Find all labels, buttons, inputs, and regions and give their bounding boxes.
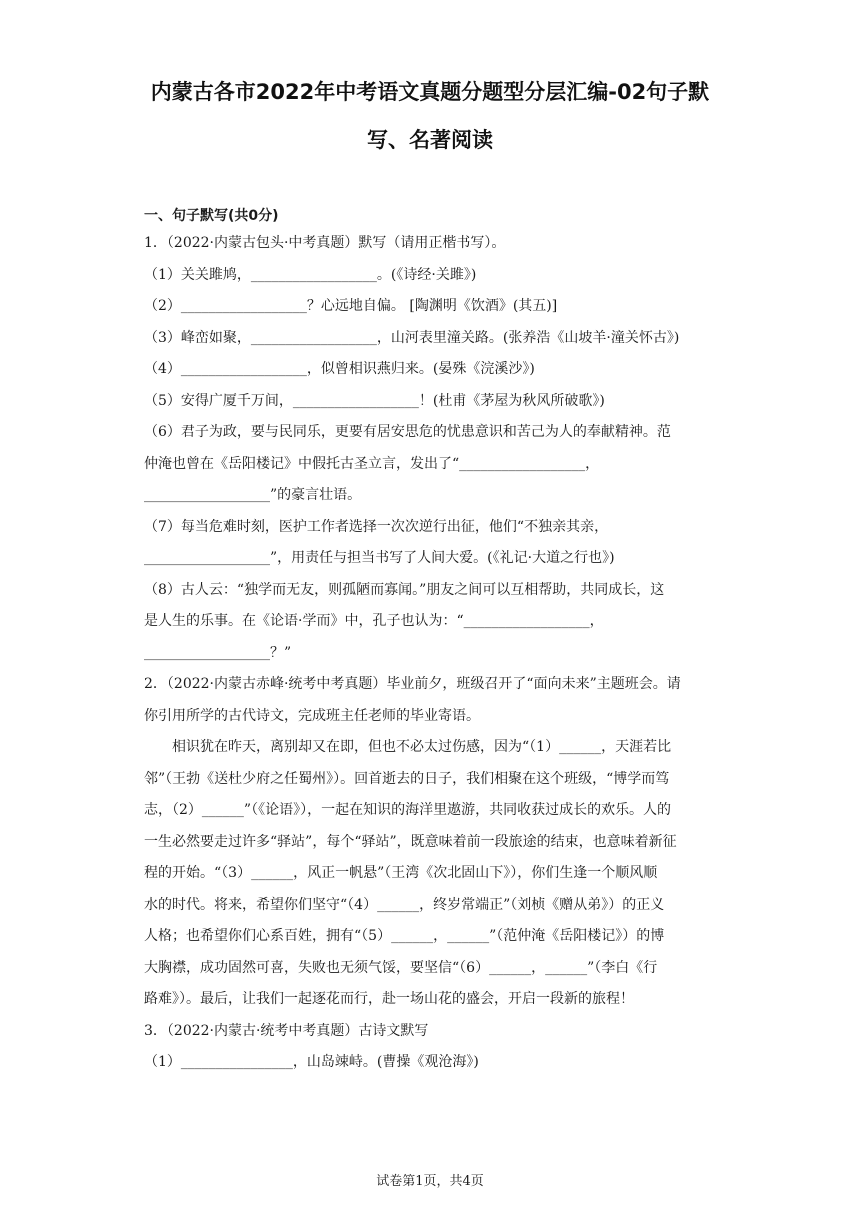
q1-item-3: （3）峰峦如聚，__________________，山河表里潼关路。(张养浩《山坡羊·潼关怀古》) [144, 329, 680, 346]
q1-item-7-cont: __________________”，用责任与担当书写了人间大爱。(《礼记·大道之行也》) [144, 550, 615, 566]
question-content [144, 231, 716, 1082]
q2-passage: 大胸襟，成功固然可喜，失败也无须气馁，要坚信“（6）______，______”（李白《行 [144, 959, 658, 976]
q1-item-6-cont: 仲淹也曾在《岳阳楼记》中假托古圣立言，发出了“__________________， [144, 455, 600, 472]
document-title-line-1: 内蒙古各市2022年中考语文真题分题型分层汇编-02句子默 [150, 80, 710, 104]
q2-passage: 人格；也希望你们心系百姓，拥有“（5）______，______”（范仲淹《岳阳楼记》）的博 [144, 928, 665, 944]
q3-item-1: （1）________________，山岛竦峙。(曹操《观沧海》) [144, 1054, 479, 1070]
page-footer: 试卷第1页，共4页 [376, 1174, 484, 1189]
q2-stem: 2．（2022·内蒙古赤峰·统考中考真题）毕业前夕，班级召开了“面向未来”主题班会。请 [144, 676, 681, 692]
q2-passage: 路难》）。最后，让我们一起逐花而行，赴一场山花的盛会，开启一段新的旅程！ [144, 991, 634, 1007]
q2-passage: 志，（2）______”（《论语》），一起在知识的海洋里遨游，共同收获过成长的欢乐。人的 [144, 802, 672, 818]
document-title-line-2: 写、名著阅读 [367, 128, 493, 152]
q1-item-8-cont: __________________？” [144, 644, 292, 661]
q1-item-6: （6）君子为政，要与民同乐，更要有居安思危的忧患意识和苦己为人的奉献精神。范 [144, 424, 671, 440]
q2-stem-cont: 你引用所学的古代诗文，完成班主任老师的毕业寄语。 [144, 707, 480, 724]
q1-item-8-cont: 是人生的乐事。在《论语·学而》中，孔子也认为：“__________________， [144, 613, 604, 629]
q3-stem: 3．（2022·内蒙古·统考中考真题）古诗文默写 [144, 1022, 429, 1039]
q2-passage: 邻”（王勃《送杜少府之任蜀州》）。回首逝去的日子，我们相聚在这个班级，“博学而笃 [144, 770, 670, 787]
q2-passage: 一生必然要走过许多“驿站”，每个“驿站”，既意味着前一段旅途的结束，也意味着新征 [144, 833, 677, 850]
q1-stem: 1．（2022·内蒙古包头·中考真题）默写（请用正楷书写）。 [144, 235, 506, 251]
q1-item-5: （5）安得广厦千万间，__________________！(杜甫《茅屋为秋风所破歌》) [144, 392, 605, 409]
q2-passage: 相识犹在昨天，离别却又在即，但也不必太过伤感，因为“（1）______，天涯若比 [172, 739, 672, 755]
section-heading: 一、句子默写(共0分) [144, 208, 279, 224]
q1-item-7: （7）每当危难时刻，医护工作者选择一次次逆行出征，他们“不独亲其亲， [144, 518, 609, 535]
q1-item-8: （8）古人云：“独学而无友，则孤陋而寡闻。”朋友之间可以互相帮助，共同成长，这 [144, 581, 665, 598]
q1-item-4: （4）__________________，似曾相识燕归来。(晏殊《浣溪沙》) [144, 361, 535, 377]
q2-passage: 程的开始。“（3）______，风正一帆悬”（王湾《次北固山下》），你们生逢一个顺风顺 [144, 865, 658, 881]
q2-passage: 水的时代。将来，希望你们坚守“（4）______，终岁常端正”（刘桢《赠从弟》）的正义 [144, 896, 665, 913]
q1-item-1: （1）关关雎鸠，__________________。(《诗经·关雎》) [144, 266, 477, 283]
q1-item-6-cont: __________________”的豪言壮语。 [144, 487, 362, 503]
q1-item-2: （2）__________________？心远地自偏。 [陶渊明《饮酒》(其五)] [144, 298, 558, 314]
